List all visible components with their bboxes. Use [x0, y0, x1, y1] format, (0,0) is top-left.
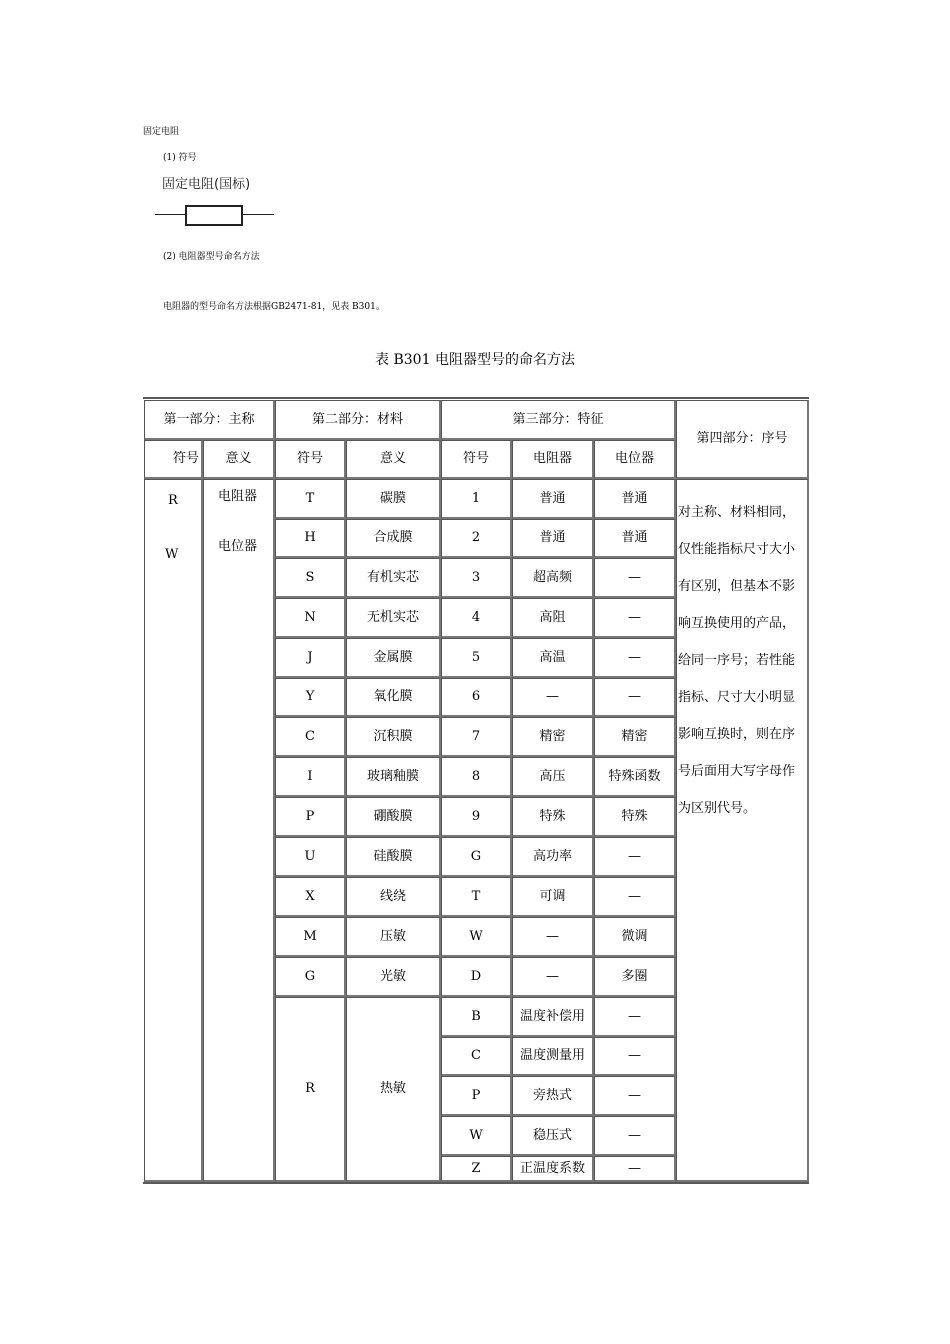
feature-potentiometer: 普通: [594, 519, 676, 558]
resistor-symbol-lead-right: [243, 214, 274, 215]
feature-potentiometer: 精密: [594, 717, 676, 757]
material-symbol: S: [275, 558, 346, 598]
feature-symbol: 6: [441, 678, 512, 717]
feature-resistor: 特殊: [512, 797, 594, 837]
feature-resistor: 正温度系数: [512, 1156, 594, 1182]
header-potentiometer: 电位器: [594, 440, 676, 479]
header-meaning: 意义: [203, 440, 275, 479]
header-symbol: 符号: [275, 440, 346, 479]
section-symbol-title: (1) 符号: [163, 153, 197, 163]
main-meaning-potentiometer: 电位器: [218, 539, 258, 554]
material-name: 沉积膜: [346, 717, 441, 757]
material-symbol: M: [275, 917, 346, 957]
feature-potentiometer: —: [594, 877, 676, 917]
feature-resistor: 超高频: [512, 558, 594, 598]
material-symbol: Y: [275, 678, 346, 717]
feature-resistor: 普通: [512, 479, 594, 519]
heading: 固定电阻: [143, 127, 180, 137]
feature-resistor: 可调: [512, 877, 594, 917]
feature-symbol: 7: [441, 717, 512, 757]
feature-symbol: P: [441, 1076, 512, 1116]
feature-symbol: 8: [441, 757, 512, 797]
serial-note: 对主称、材料相同，仅性能指标尺寸大小有区别，但基本不影响互换使用的产品，给同一序号；若性能指标、尺寸大小明显影响互换时，则在序号后面用大写字母作为区别代号。: [678, 505, 796, 816]
table-top-rule: [143, 397, 809, 399]
header-part3: 第三部分：特征: [441, 400, 676, 440]
table-title: 表 B301 电阻器型号的命名方法: [375, 352, 575, 368]
feature-resistor: 高温: [512, 638, 594, 678]
header-symbol: 符号: [144, 440, 203, 479]
feature-potentiometer: 微调: [594, 917, 676, 957]
body-text: 电阻器的型号命名方法根据GB2471-81，见表 B301。: [163, 302, 385, 312]
feature-resistor: 高功率: [512, 837, 594, 877]
main-meaning-column: [203, 479, 275, 1182]
material-symbol: I: [275, 757, 346, 797]
main-symbol-w: W: [165, 547, 179, 562]
header-part4: 第四部分：序号: [676, 400, 809, 479]
main-symbol-r: R: [168, 493, 178, 508]
material-name: 合成膜: [346, 519, 441, 558]
material-name: 氧化膜: [346, 678, 441, 717]
material-name: 金属膜: [346, 638, 441, 678]
material-name: 线绕: [346, 877, 441, 917]
header-meaning: 意义: [346, 440, 441, 479]
feature-symbol: 2: [441, 519, 512, 558]
material-symbol: T: [275, 479, 346, 519]
material-name: 碳膜: [346, 479, 441, 519]
material-symbol: C: [275, 717, 346, 757]
material-symbol: X: [275, 877, 346, 917]
feature-resistor: 旁热式: [512, 1076, 594, 1116]
feature-potentiometer: —: [594, 678, 676, 717]
material-name: 无机实芯: [346, 598, 441, 638]
feature-potentiometer: —: [594, 558, 676, 598]
feature-symbol: T: [441, 877, 512, 917]
feature-potentiometer: —: [594, 1037, 676, 1076]
feature-potentiometer: —: [594, 837, 676, 877]
material-symbol: P: [275, 797, 346, 837]
header-resistor: 电阻器: [512, 440, 594, 479]
feature-potentiometer: 特殊函数: [594, 757, 676, 797]
feature-potentiometer: —: [594, 1116, 676, 1156]
feature-symbol: 1: [441, 479, 512, 519]
feature-symbol: B: [441, 997, 512, 1037]
material-symbol: N: [275, 598, 346, 638]
material-name: 玻璃釉膜: [346, 757, 441, 797]
header-part1: 第一部分：主称: [144, 400, 275, 440]
feature-potentiometer: —: [594, 638, 676, 678]
table-bottom-rule: [143, 1182, 809, 1184]
feature-symbol: 9: [441, 797, 512, 837]
feature-potentiometer: 普通: [594, 479, 676, 519]
material-symbol: R: [275, 997, 346, 1182]
feature-resistor: —: [512, 957, 594, 997]
resistor-symbol-label: 固定电阻(国标): [162, 177, 251, 192]
material-name: 硼酸膜: [346, 797, 441, 837]
feature-symbol: W: [441, 917, 512, 957]
feature-resistor: 精密: [512, 717, 594, 757]
resistor-symbol-lead-left: [155, 214, 185, 215]
feature-potentiometer: —: [594, 1156, 676, 1182]
feature-potentiometer: 特殊: [594, 797, 676, 837]
feature-potentiometer: —: [594, 598, 676, 638]
material-name: 热敏: [346, 997, 441, 1182]
feature-symbol: Z: [441, 1156, 512, 1182]
header-symbol: 符号: [441, 440, 512, 479]
feature-resistor: —: [512, 917, 594, 957]
feature-potentiometer: 多圈: [594, 957, 676, 997]
material-name: 光敏: [346, 957, 441, 997]
feature-resistor: 温度补偿用: [512, 997, 594, 1037]
feature-symbol: D: [441, 957, 512, 997]
feature-potentiometer: —: [594, 997, 676, 1037]
section-naming-title: (2) 电阻器型号命名方法: [163, 252, 260, 262]
feature-symbol: 3: [441, 558, 512, 598]
main-meaning-resistor: 电阻器: [218, 489, 258, 504]
feature-resistor: —: [512, 678, 594, 717]
feature-resistor: 温度测量用: [512, 1037, 594, 1076]
header-part2: 第二部分：材料: [275, 400, 441, 440]
feature-symbol: 5: [441, 638, 512, 678]
feature-resistor: 稳压式: [512, 1116, 594, 1156]
feature-symbol: W: [441, 1116, 512, 1156]
material-name: 压敏: [346, 917, 441, 957]
material-symbol: J: [275, 638, 346, 678]
feature-symbol: C: [441, 1037, 512, 1076]
material-symbol: G: [275, 957, 346, 997]
feature-symbol: 4: [441, 598, 512, 638]
feature-resistor: 高压: [512, 757, 594, 797]
main-symbol-column: [144, 479, 203, 1182]
feature-resistor: 高阻: [512, 598, 594, 638]
material-symbol: U: [275, 837, 346, 877]
feature-potentiometer: —: [594, 1076, 676, 1116]
feature-symbol: G: [441, 837, 512, 877]
material-name: 硅酸膜: [346, 837, 441, 877]
material-symbol: H: [275, 519, 346, 558]
material-name: 有机实芯: [346, 558, 441, 598]
feature-resistor: 普通: [512, 519, 594, 558]
resistor-symbol-icon: [185, 205, 243, 226]
